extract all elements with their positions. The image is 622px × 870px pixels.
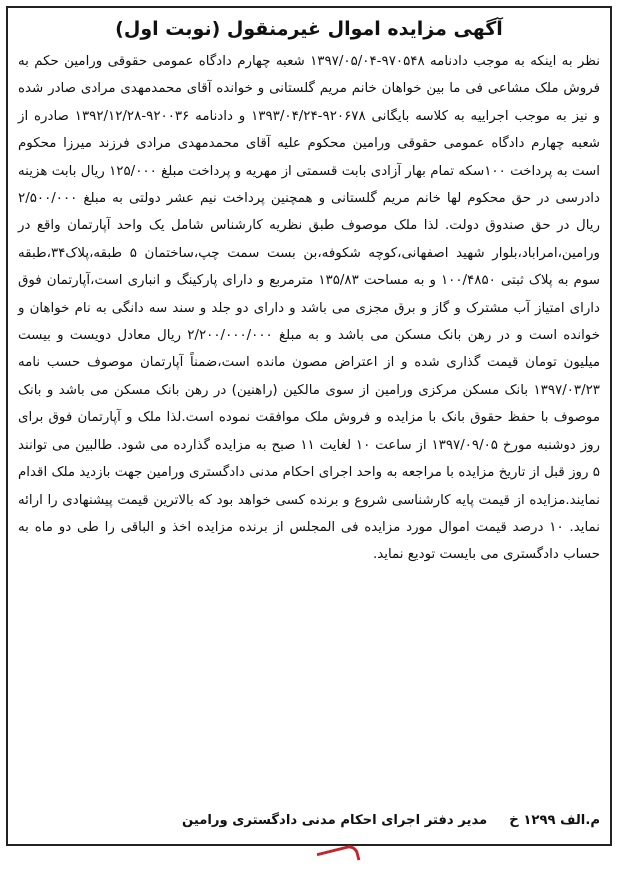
notice-reference-code: م.الف ۱۲۹۹ خ <box>509 813 600 828</box>
notice-footer <box>18 810 600 832</box>
notice-title: آگهی مزایده اموال غیرمنقول (نوبت اول) <box>115 18 503 40</box>
notice-signer: مدیر دفتر اجرای احکام مدنی دادگستری ورامین <box>181 813 488 828</box>
notice-body <box>18 48 600 569</box>
red-stamp-mark <box>317 843 361 869</box>
notice-paragraph: نظر به اینکه به موجب دادنامه ۹۷۰۵۴۸-۱۳۹۷/۰۵/۰۴ شعبه چهارم دادگاه عمومی حقوقی ورامین حکم به فروش ملک مشاعی فی ما بین خواهان خانم مریم گلستانی و خوانده آقای محمدمهدی مرادی صادر شده و نیز به موجب اجراییه به کلاسه بایگانی ۹۲۰۶۷۸-۱۳۹۳/۰۴/۲۴ و دادنامه ۹۲۰۰۳۶-۱۳۹۲/۱۲/۲۸ صادره از شعبه چهارم دادگاه عمومی حقوقی ورامین محکوم علیه آقای محمدمهدی مرادی فرزند میرزا محکوم است به پرداخت ۱۰۰سکه تمام بهار آزادی بابت قسمتی از مهریه و پرداخت مبلغ ۱۲۵/۰۰۰ ریال بابت هزینه دادرسی در حق محکوم لها خانم مریم گلستانی و همچنین پرداخت نیم عشر دولتی به مبلغ ۲/۵۰۰/۰۰۰ ریال در حق صندوق دولت. لذا ملک موصوف طبق نظریه کارشناس شامل یک واحد آپارتمان واقع در ورامین،امراباد،بلوار شهید اصفهانی،کوچه شکوفه،بن بست سمت چپ،ساختمان ۵ طبقه،پلاک۳۴،طبقه سوم به پلاک ثبتی ۱۰۰/۴۸۵۰ و به مساحت ۱۳۵/۸۳ مترمربع و دارای پارکینگ و انباری است،آپارتمان فوق دارای امتیاز آب مشترک و گاز و برق مجزی می باشد و دارای دو جلد و سند سه دانگی به نام خواهان و خوانده است و در رهن بانک مسکن می باشد و به مبلغ ۲/۲۰۰/۰۰۰/۰۰۰ ریال معادل دویست و بیست میلیون تومان قیمت گذاری شده و از اعتراض مصون مانده است،ضمناً آپارتمان موصوف حسب نامه ۱۳۹۷/۰۳/۲۳ بانک مسکن مرکزی ورامین از سوی مالکین (راهنین) در رهن بانک مسکن می باشد و بانک موصوف با حفظ حقوق بانک با مزایده و فروش ملک موافقت نموده است.لذا ملک و آپارتمان فوق برای روز دوشنبه مورخ ۱۳۹۷/۰۹/۰۵ از ساعت ۱۰ لغایت ۱۱ صبح به مزایده گذارده می شود. طالبین می توانند ۵ روز قبل از تاریخ مزایده با مراجعه به واحد اجرای احکام مدنی دادگستری ورامین جهت بازدید ملک اقدام نمایند.مزایده از قیمت پایه کارشناسی شروع و برنده کسی خواهد بود که بالاترین قیمت پیشنهادی را ارائه نماید. ۱۰ درصد قیمت اموال مورد مزایده فی المجلس از برنده مزایده اخذ و الباقی را طی دو ماه به حساب دادگستری می بایست تودیع نماید. <box>18 54 601 563</box>
legal-notice <box>6 6 612 846</box>
